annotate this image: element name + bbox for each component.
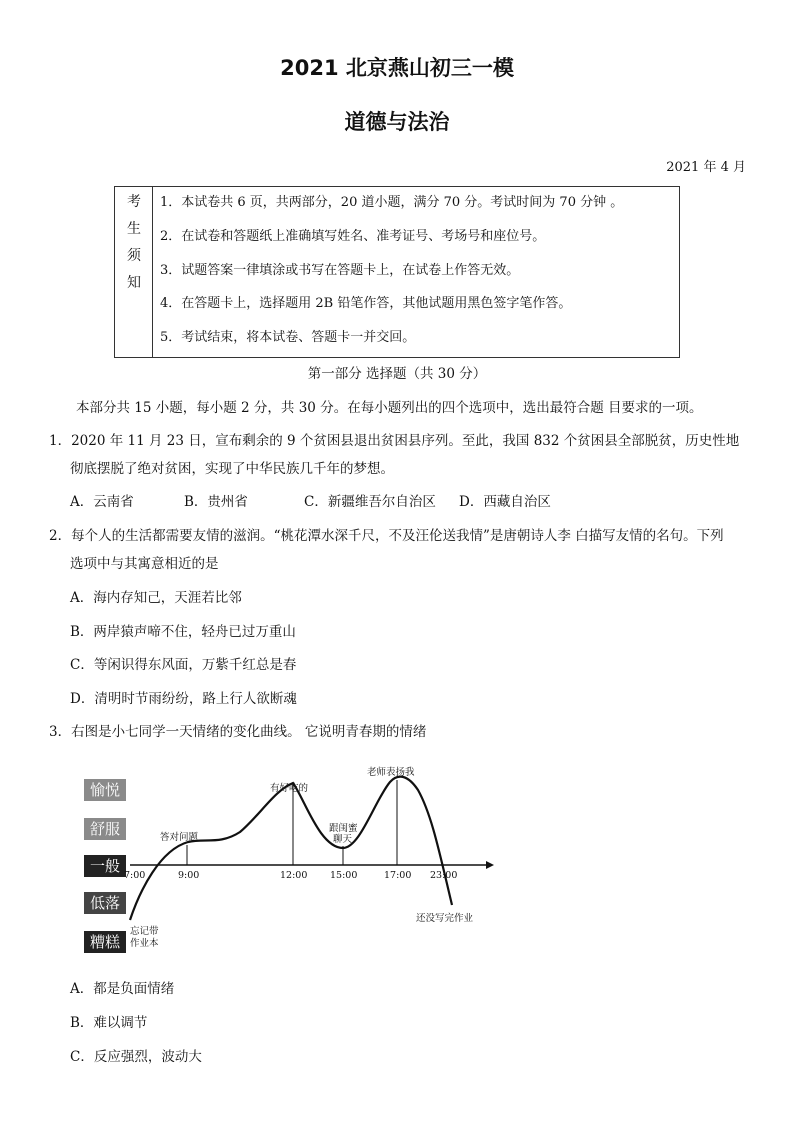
q1-option-b: B．贵州省 xyxy=(184,494,248,510)
q1-stem-line2: 彻底摆脱了绝对贫困，实现了中华民族几千年的梦想。 xyxy=(70,461,394,477)
mood-label-terrible: 糟糕 xyxy=(84,931,126,953)
notice-item: 5．考试结束，将本试卷、答题卡一并交回。 xyxy=(160,330,416,345)
subject-title: 道德与法治 xyxy=(344,110,450,134)
annotation-food: 有好吃的 xyxy=(270,783,309,794)
notice-item: 4．在答题卡上，选择题用 2B 铅笔作答，其他试题用黑色签字笔作答。 xyxy=(160,296,572,311)
time-label: 23:00 xyxy=(430,870,458,881)
time-label: 12:00 xyxy=(280,870,308,881)
emotion-curve xyxy=(130,777,452,920)
mood-label-joyful: 愉悦 xyxy=(84,779,126,801)
q1-option-a: A．云南省 xyxy=(70,494,134,510)
notice-item: 3．试题答案一律填涂或书写在答题卡上，在试卷上作答无效。 xyxy=(160,263,520,278)
q2-option-b: B．两岸猿声啼不住，轻舟已过万重山 xyxy=(70,624,296,640)
exam-title: 2021 北京燕山初三一模 xyxy=(280,56,514,80)
annotation-answer: 答对问题 xyxy=(160,832,199,843)
time-axis-arrow xyxy=(486,861,494,869)
time-label: 17:00 xyxy=(384,870,412,881)
annotation-praise: 老师表扬我 xyxy=(367,767,415,778)
q1-option-c: C．新疆维吾尔自治区 xyxy=(304,494,436,510)
q2-stem-line1: 2．每个人的生活都需要友情的滋润。“桃花潭水深千尺，不及汪伦送我情”是唐朝诗人李 白描写友情的名句。下列 xyxy=(49,528,724,544)
annotation-forgot-line2: 作业本 xyxy=(130,938,159,949)
q1-stem-line1: 1．2020 年 11 月 23 日，宣布剩余的 9 个贫困县退出贫困县序列。至此，我国 832 个贫困县全部脱贫，历史性地 xyxy=(49,433,740,449)
q3-option-b: B．难以调节 xyxy=(70,1015,148,1031)
time-label: 15:00 xyxy=(330,870,358,881)
q3-option-c: C．反应强烈，波动大 xyxy=(70,1049,202,1065)
notice-label-char: 考 xyxy=(127,194,141,210)
annotation-chat-line1: 跟闺蜜 xyxy=(329,823,358,834)
exam-date: 2021 年 4 月 xyxy=(666,160,746,175)
mood-label-normal: 一般 xyxy=(84,855,126,877)
time-label: 9:00 xyxy=(178,870,200,881)
q2-option-c: C．等闲识得东风面，万紫千红总是春 xyxy=(70,657,297,673)
notice-label-char: 须 xyxy=(127,248,141,264)
notice-label-char: 知 xyxy=(127,275,141,291)
time-label: 7:00 xyxy=(124,870,146,881)
notice-item: 2．在试卷和答题纸上准确填写姓名、准考证号、考场号和座位号。 xyxy=(160,229,546,244)
q2-stem-line2: 选项中与其寓意相近的是 xyxy=(70,556,219,572)
annotation-homework: 还没写完作业 xyxy=(416,913,474,924)
mood-label-comfortable: 舒服 xyxy=(84,818,126,840)
q3-option-a: A．都是负面情绪 xyxy=(70,981,175,997)
annotation-chat-line2: 聊天 xyxy=(333,834,353,845)
q2-option-d: D．清明时节雨纷纷，路上行人欲断魂 xyxy=(70,691,297,707)
notice-item: 1．本试卷共 6 页，共两部分，20 道小题，满分 70 分。考试时间为 70 分钟 。 xyxy=(160,195,624,210)
mood-label-low: 低落 xyxy=(84,892,126,914)
q2-option-a: A．海内存知己，天涯若比邻 xyxy=(70,590,242,606)
annotation-forgot-line1: 忘记带 xyxy=(130,926,159,937)
section-instruction: 本部分共 15 小题，每小题 2 分，共 30 分。在每小题列出的四个选项中，选出最符合题 目要求的一项。 xyxy=(76,400,703,416)
q3-stem: 3．右图是小七同学一天情绪的变化曲线。 它说明青春期的情绪 xyxy=(49,724,427,740)
q1-option-d: D．西藏自治区 xyxy=(459,494,551,510)
section-title: 第一部分 选择题（共 30 分） xyxy=(307,366,487,382)
notice-label-char: 生 xyxy=(127,221,141,237)
